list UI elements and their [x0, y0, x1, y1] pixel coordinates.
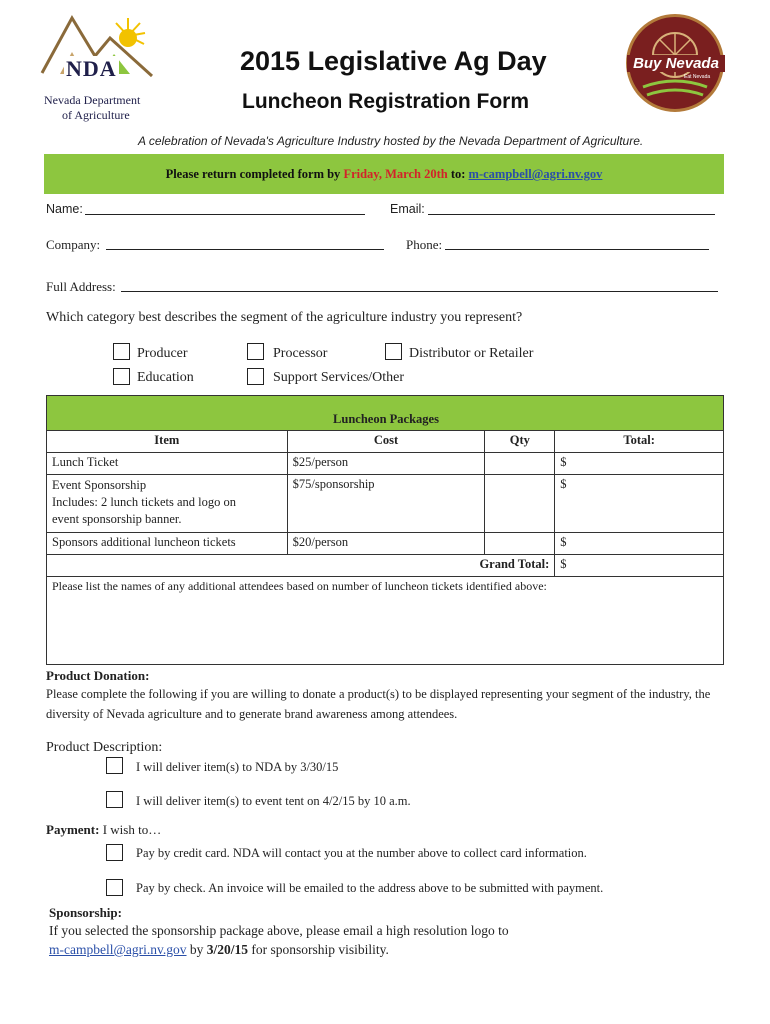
org-name-line1: Nevada Department	[44, 93, 141, 107]
org-name-line2: of Agriculture	[62, 108, 130, 122]
table-row	[47, 453, 724, 475]
buy-nevada-text: Buy Nevada	[627, 55, 725, 72]
processor-checkbox[interactable]	[247, 343, 264, 360]
row-cost: $25/person	[287, 453, 485, 475]
row-total[interactable]: $	[555, 453, 724, 475]
grand-total-row	[47, 555, 724, 577]
page-title: 2015 Legislative Ag Day	[240, 46, 547, 76]
address-label: Full Address:	[46, 279, 116, 294]
distributor-label: Distributor or Retailer	[409, 346, 534, 361]
distributor-checkbox[interactable]	[385, 343, 402, 360]
sponsorship-text: If you selected the sponsorship package above, please email a high resolution logo to	[49, 923, 509, 938]
sponsorship-email-link[interactable]: m-campbell@agri.nv.gov	[49, 942, 187, 957]
category-question: Which category best describes the segment of the agriculture industry you represent?	[46, 310, 523, 325]
sponsorship-heading: Sponsorship:	[49, 905, 122, 920]
education-checkbox[interactable]	[113, 368, 130, 385]
return-email-link[interactable]: m-campbell@agri.nv.gov	[468, 167, 603, 181]
packages-table	[46, 430, 724, 665]
company-label: Company:	[46, 237, 101, 252]
processor-label: Processor	[273, 346, 328, 361]
email-label: Email:	[390, 202, 425, 216]
name-field[interactable]	[85, 201, 365, 215]
row-total[interactable]: $	[555, 533, 724, 555]
sponsorship-suffix: for sponsorship visibility.	[248, 942, 389, 957]
table-header-row	[47, 431, 724, 453]
sponsorship-line2	[49, 942, 389, 958]
row-cost: $20/person	[287, 533, 485, 555]
table-row	[47, 533, 724, 555]
check-label: Pay by check. An invoice will be emailed to the address above to be submitted with payment.	[136, 881, 604, 895]
packages-banner	[46, 395, 724, 431]
education-label: Education	[137, 370, 194, 385]
header-cost: Cost	[287, 431, 485, 453]
row-item: Event Sponsorship Includes: 2 lunch tickets and logo on event sponsorship banner.	[47, 475, 288, 533]
row-qty-input[interactable]	[485, 475, 555, 533]
address-field[interactable]	[121, 278, 718, 292]
row-cost: $75/sponsorship	[287, 475, 485, 533]
company-field[interactable]	[106, 236, 384, 250]
name-label: Name:	[46, 202, 83, 216]
email-field[interactable]	[428, 201, 715, 215]
attendees-field[interactable]	[47, 577, 724, 665]
support-checkbox[interactable]	[247, 368, 264, 385]
row-item: Lunch Ticket	[47, 453, 288, 475]
deliver-nda-label: I will deliver item(s) to NDA by 3/30/15	[136, 760, 339, 774]
deliver-tent-label: I will deliver item(s) to event tent on 4/2/15 by 10 a.m.	[136, 794, 411, 808]
header-total: Total:	[555, 431, 724, 453]
row-qty-input[interactable]	[485, 453, 555, 475]
payment-intro: I wish to…	[99, 822, 162, 837]
return-prefix: Please return completed form by	[165, 167, 344, 181]
attendees-prompt: Please list the names of any additional attendees based on number of luncheon tickets identified above:	[52, 579, 547, 593]
return-to: to:	[447, 167, 469, 181]
support-label: Support Services/Other	[273, 370, 405, 385]
row-qty-input[interactable]	[485, 533, 555, 555]
sponsorship-date: 3/20/15	[206, 942, 249, 957]
product-description-label: Product Description:	[46, 740, 163, 755]
donation-heading: Product Donation:	[46, 668, 150, 683]
credit-card-label: Pay by credit card. NDA will contact you at the number above to collect card information.	[136, 846, 587, 860]
nda-logo	[40, 8, 155, 93]
payment-heading-line	[46, 822, 161, 838]
payment-heading: Payment:	[46, 822, 100, 837]
tagline: A celebration of Nevada's Agriculture Industry hosted by the Nevada Department of Agriculture.	[138, 134, 644, 148]
credit-card-checkbox[interactable]	[106, 844, 123, 861]
donation-text: Please complete the following if you are willing to donate a product(s) to be displayed representing your segment of the industry, the diversity of Nevada agriculture and to generate brand awareness among attendees.	[46, 687, 711, 721]
deliver-tent-checkbox[interactable]	[106, 791, 123, 808]
packages-title: Luncheon Packages	[333, 412, 439, 426]
header-item: Item	[47, 431, 288, 453]
nda-logo-text: NDA	[66, 56, 117, 81]
deliver-nda-checkbox[interactable]	[106, 757, 123, 774]
buy-nevada-subtext: Eat Nevada	[684, 74, 711, 80]
return-banner	[44, 154, 724, 194]
producer-label: Producer	[137, 346, 188, 361]
row-item: Sponsors additional luncheon tickets	[47, 533, 288, 555]
row-total[interactable]: $	[555, 475, 724, 533]
return-instructions	[44, 167, 724, 182]
check-checkbox[interactable]	[106, 879, 123, 896]
return-deadline: Friday, March 20th	[343, 167, 448, 181]
header-qty: Qty	[485, 431, 555, 453]
page-subtitle: Luncheon Registration Form	[242, 90, 530, 113]
buy-nevada-badge	[626, 14, 724, 112]
attendees-row	[47, 577, 724, 665]
grand-total-value[interactable]: $	[555, 555, 724, 577]
phone-field[interactable]	[445, 236, 709, 250]
sponsorship-by: by	[186, 942, 207, 957]
producer-checkbox[interactable]	[113, 343, 130, 360]
grand-total-label: Grand Total:	[47, 555, 555, 577]
phone-label: Phone:	[406, 237, 443, 252]
table-row	[47, 475, 724, 533]
